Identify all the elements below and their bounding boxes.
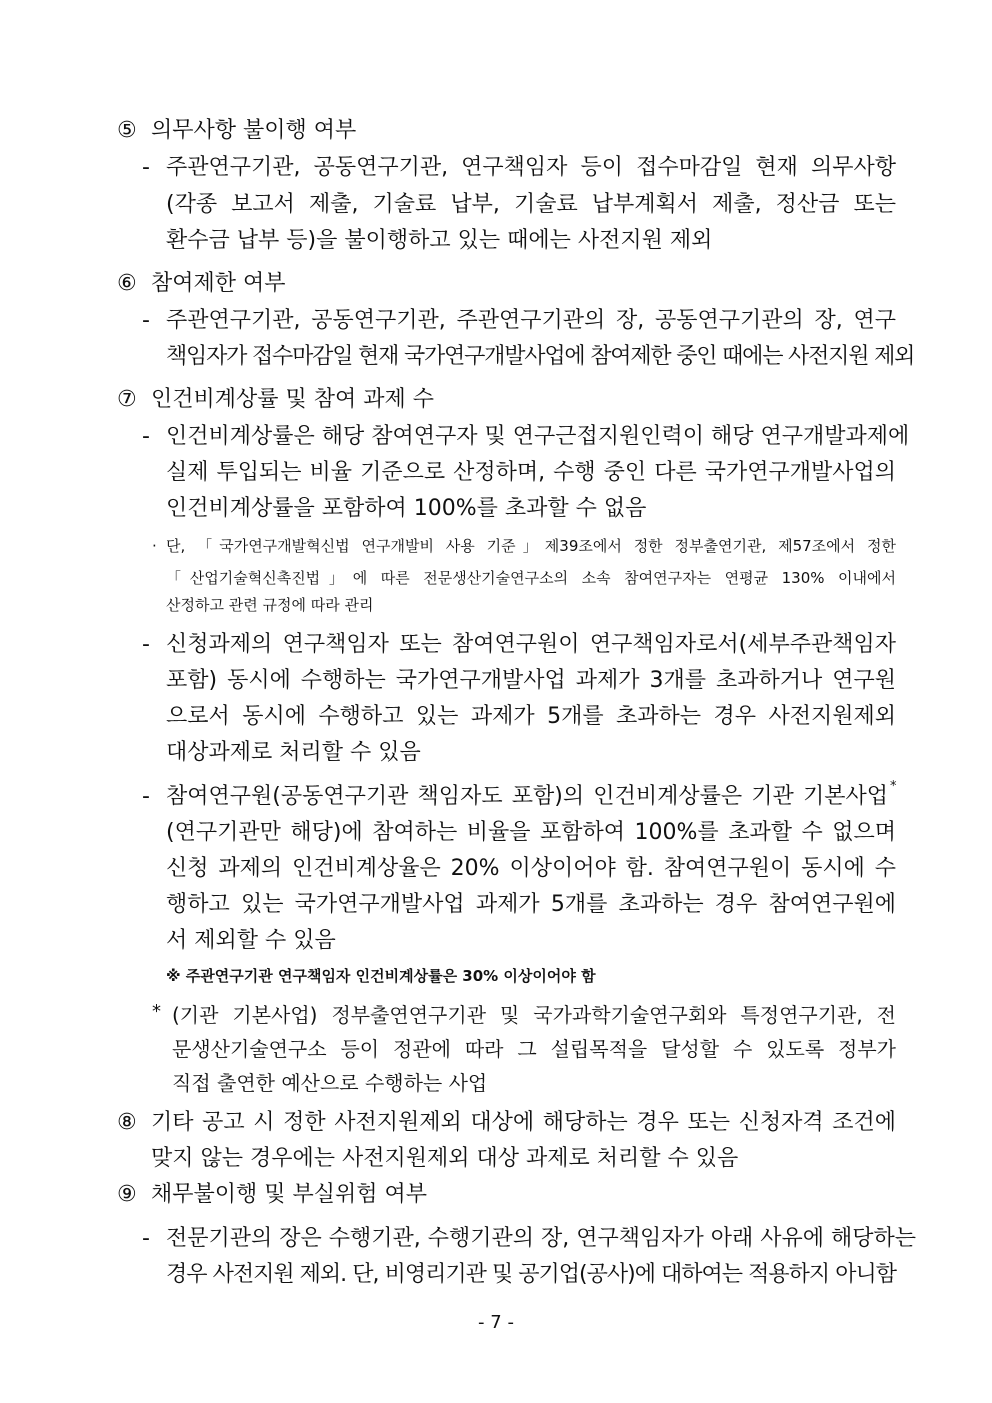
section-7-footnote-line-1: (기관 기본사업) 정부출연연구기관 및 국가과학기술연구회와 특정연구기관, 전 (172, 1003, 896, 1027)
section-7-sub-line-2: 「산업기술혁신촉진법」에 따른 전문생산기술연구소의 소속 참여연구자는 연평균 130% 이내에서 (166, 569, 896, 587)
section-7-footnote-line-3: 직접 출연한 예산으로 수행하는 사업 (172, 1071, 488, 1095)
section-7-item-2-line-1: 신청과제의 연구책임자 또는 참여연구원이 연구책임자로서(세부주관책임자 (166, 632, 896, 657)
section-5-title: 의무사항 불이행 여부 (151, 118, 357, 143)
section-6-title: 참여제한 여부 (151, 271, 286, 296)
section-9-line-1: 전문기관의 장은 수행기관, 수행기관의 장, 연구책임자가 아래 사유에 해당하는 (166, 1226, 916, 1251)
section-7-item-3-bullet: - (142, 784, 150, 809)
section-6-bullet: - (142, 308, 150, 333)
section-7-item-2-line-3: 으로서 동시에 수행하고 있는 과제가 5개를 초과하는 경우 사전지원제외 (166, 704, 896, 729)
section-7-sub-line-3: 산정하고 관련 규정에 따라 관리 (166, 596, 374, 614)
section-9-marker: ⑨ (117, 1182, 137, 1207)
section-7-footnote-marker: * (152, 1001, 161, 1022)
section-5-line-2: (각종 보고서 제출, 기술료 납부, 기술료 납부계획서 제출, 정산금 또는 (166, 192, 896, 217)
section-9-title: 채무불이행 및 부실위험 여부 (151, 1182, 428, 1207)
section-7-item-3-line-5: 서 제외할 수 있음 (166, 928, 336, 953)
section-5-bullet: - (142, 155, 150, 180)
section-7-item-3-superscript: * (890, 779, 897, 794)
section-6-line-2: 책임자가 접수마감일 현재 국가연구개발사업에 참여제한 중인 때에는 사전지원 제외 (166, 344, 915, 369)
section-7-footnote-line-2: 문생산기술연구소 등이 정관에 따라 그 설립목적을 달성할 수 있도록 정부가 (172, 1037, 896, 1061)
section-9-bullet: - (142, 1226, 150, 1251)
section-7-item-1-line-1: 인건비계상률은 해당 참여연구자 및 연구근접지원인력이 해당 연구개발과제에 (166, 424, 910, 449)
section-5-line-1: 주관연구기관, 공동연구기관, 연구책임자 등이 접수마감일 현재 의무사항 (166, 155, 896, 180)
section-7-item-2-line-4: 대상과제로 처리할 수 있음 (166, 740, 421, 765)
section-7-sub-line-1: 단, 「국가연구개발혁신법 연구개발비 사용 기준」제39조에서 정한 정부출연기관, 제57조에서 정한 (166, 537, 896, 555)
section-5-marker: ⑤ (117, 118, 137, 143)
section-7-item-3-line-2: (연구기관만 해당)에 참여하는 비율을 포함하여 100%를 초과할 수 없으며 (166, 820, 896, 845)
section-7-item-1-bullet: - (142, 424, 150, 449)
section-7-marker: ⑦ (117, 387, 137, 412)
section-9-line-2: 경우 사전지원 제외. 단, 비영리기관 및 공기업(공사)에 대하여는 적용하지 아니함 (166, 1262, 896, 1287)
section-7-item-3-line-4: 행하고 있는 국가연구개발사업 과제가 5개를 초과하는 경우 참여연구원에 (166, 892, 896, 917)
section-7-sub-bullet: · (152, 537, 157, 555)
section-7-item-1-line-3: 인건비계상률을 포함하여 100%를 초과할 수 없음 (166, 496, 647, 521)
section-6-marker: ⑥ (117, 271, 137, 296)
page-number: - 7 - (478, 1312, 514, 1333)
section-7-item-3-line-1: 참여연구원(공동연구기관 책임자도 포함)의 인건비계상률은 기관 기본사업 (166, 784, 888, 809)
section-7-title: 인건비계상률 및 참여 과제 수 (151, 387, 434, 412)
section-8-line-1: 기타 공고 시 정한 사전지원제외 대상에 해당하는 경우 또는 신청자격 조건에 (151, 1110, 896, 1135)
section-5-line-3: 환수금 납부 등)을 불이행하고 있는 때에는 사전지원 제외 (166, 228, 713, 253)
section-7-note: ※ 주관연구기관 연구책임자 인건비계상률은 30% 이상이어야 함 (166, 967, 596, 985)
section-7-item-3-line-3: 신청 과제의 인건비계상율은 20% 이상이어야 함. 참여연구원이 동시에 수 (166, 856, 896, 881)
section-8-line-2: 맞지 않는 경우에는 사전지원제외 대상 과제로 처리할 수 있음 (151, 1146, 739, 1171)
section-7-item-2-line-2: 포함) 동시에 수행하는 국가연구개발사업 과제가 3개를 초과하거나 연구원 (166, 668, 896, 693)
section-7-item-1-line-2: 실제 투입되는 비율 기준으로 산정하며, 수행 중인 다른 국가연구개발사업의 (166, 460, 896, 485)
section-7-item-2-bullet: - (142, 632, 150, 657)
section-8-marker: ⑧ (117, 1110, 137, 1135)
section-6-line-1: 주관연구기관, 공동연구기관, 주관연구기관의 장, 공동연구기관의 장, 연구 (166, 308, 896, 333)
